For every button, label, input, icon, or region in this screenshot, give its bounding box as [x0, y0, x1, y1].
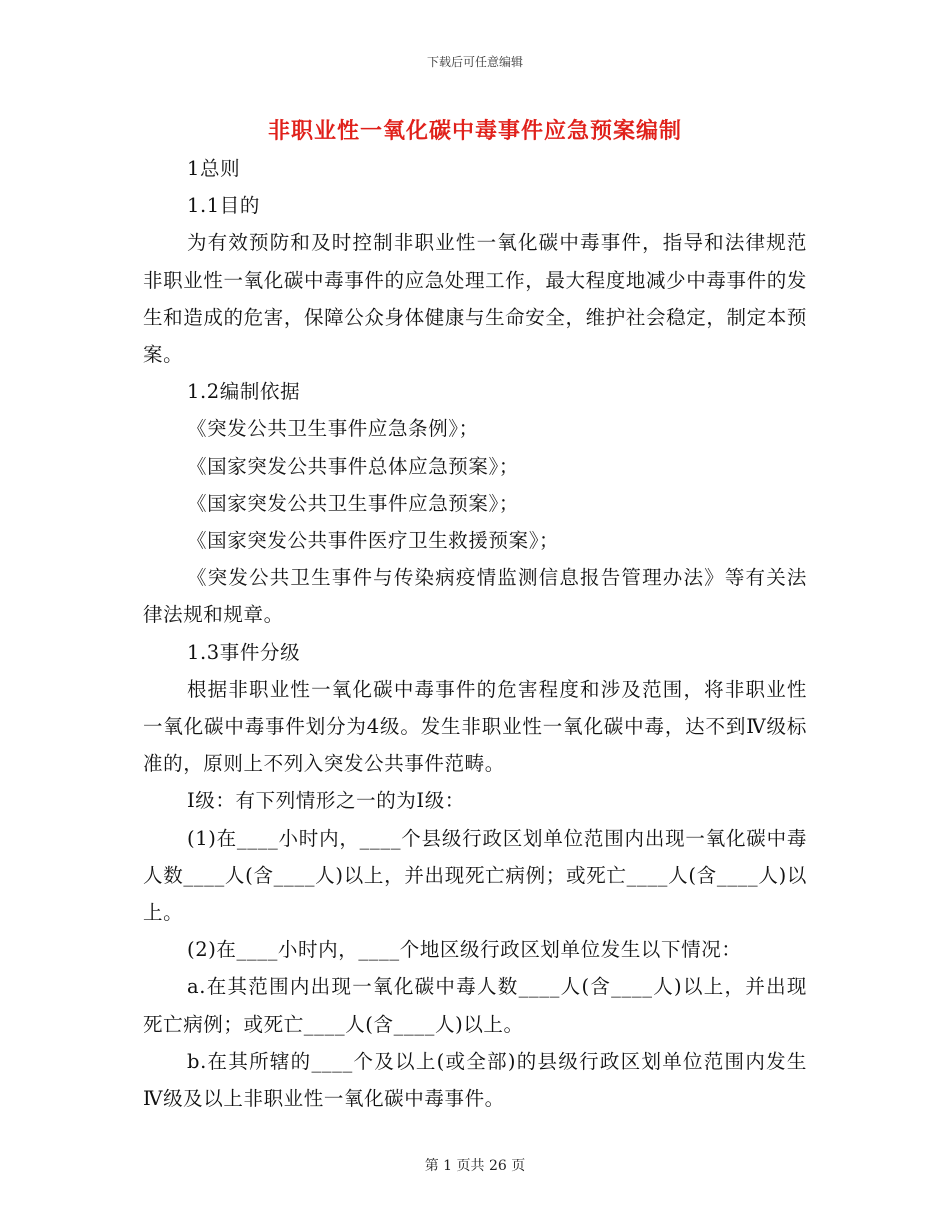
level-one-item-2a: a.在其范围内出现一氧化碳中毒人数____人(含____人)以上，并出现死亡病例；或死亡____人(含____人)以上。 [143, 975, 807, 1036]
document-body [143, 150, 807, 1117]
basis-item-4: 《国家突发公共事件医疗卫生救援预案》； [187, 529, 560, 553]
basis-item-2: 《国家突发公共事件总体应急预案》； [187, 454, 519, 478]
paragraph-grading: 根据非职业性一氧化碳中毒事件的危害程度和涉及范围，将非职业性一氧化碳中毒事件划分为4级。发生非职业性一氧化碳中毒，达不到Ⅳ级标准的，原则上不列入突发公共事件范畴。 [143, 677, 807, 776]
level-one-item-2: (2)在____小时内，____个地区级行政区划单位发生以下情况： [187, 938, 742, 962]
level-one-item-1: (1)在____小时内，____个县级行政区划单位范围内出现一氧化碳中毒人数____人(含____人)以上，并出现死亡病例；或死亡____人(含____人)以上。 [143, 826, 807, 925]
paragraph-purpose: 为有效预防和及时控制非职业性一氧化碳中毒事件，指导和法律规范非职业性一氧化碳中毒事件的应急处理工作，最大程度地减少中毒事件的发生和造成的危害，保障公众身体健康与生命安全，维护社会稳定，制定本预案。 [143, 231, 807, 367]
page-header-note: 下载后可任意编辑 [426, 55, 523, 69]
section-heading-grading: 1.3事件分级 [187, 640, 301, 664]
page-footer: 第 1 页共 26 页 [424, 1158, 526, 1174]
basis-item-5: 《突发公共卫生事件与传染病疫情监测信息报告管理办法》等有关法律法规和规章。 [143, 566, 807, 627]
basis-item-1: 《突发公共卫生事件应急条例》； [187, 417, 479, 441]
section-heading-general: 1总则 [187, 157, 241, 180]
section-heading-basis: 1.2编制依据 [187, 380, 301, 404]
document-title: 非职业性一氧化碳中毒事件应急预案编制 [267, 119, 682, 144]
level-one-item-2b: b.在其所辖的____个及以上(或全部)的县级行政区划单位范围内发生Ⅳ级及以上非职业性一氧化碳中毒事件。 [143, 1049, 807, 1111]
section-heading-purpose: 1.1目的 [187, 194, 261, 218]
level-one-heading: Ⅰ级：有下列情形之一的为Ⅰ级： [187, 789, 465, 813]
basis-item-3: 《国家突发公共卫生事件应急预案》； [187, 491, 519, 515]
